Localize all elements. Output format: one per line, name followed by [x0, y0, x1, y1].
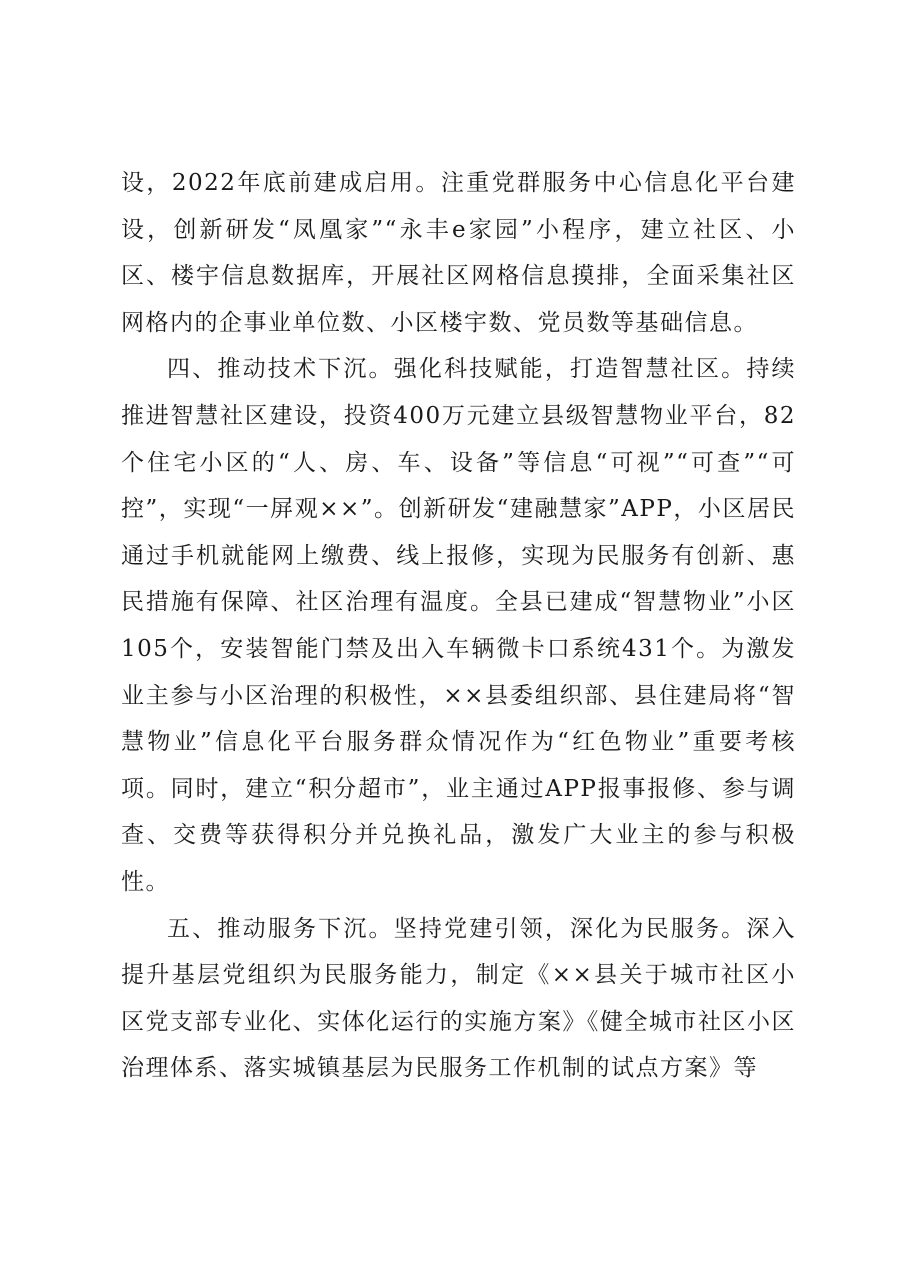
paragraph-technology-sinking: 四、推动技术下沉。强化科技赋能，打造智慧社区。持续推进智慧社区建设，投资400万元建立县级智慧物业平台，82个住宅小区的“人、房、车、设备”等信息“可视”“可查”“可控”，实现“一屏观××”。创新研发“建融慧家”APP，小区居民通过手机就能网上缴费、线上报修，实现为民服务有创新、惠民措施有保障、社区治理有温度。全县已建成“智慧物业”小区105个，安装智能门禁及出入车辆微卡口系统431个。为激发业主参与小区治理的积极性，××县委组织部、县住建局将“智慧物业”信息化平台服务群众情况作为“红色物业”重要考核项。同时，建立“积分超市”，业主通过APP报事报修、参与调查、交费等获得积分并兑换礼品，激发广大业主的参与积极性。: [121, 356, 796, 895]
document-body: [121, 160, 796, 1092]
paragraph-service-sinking: 五、推动服务下沉。坚持党建引领，深化为民服务。深入提升基层党组织为民服务能力，制定《××县关于城市社区小区党支部专业化、实体化运行的实施方案》《健全城市社区小区治理体系、落实城镇基层为民服务工作机制的试点方案》等: [121, 915, 796, 1082]
paragraph-informatization: 设，2022年底前建成启用。注重党群服务中心信息化平台建设，创新研发“凤凰家”“永丰e家园”小程序，建立社区、小区、楼宇信息数据库，开展社区网格信息摸排，全面采集社区网格内的企事业单位数、小区楼宇数、党员数等基础信息。: [121, 170, 796, 336]
